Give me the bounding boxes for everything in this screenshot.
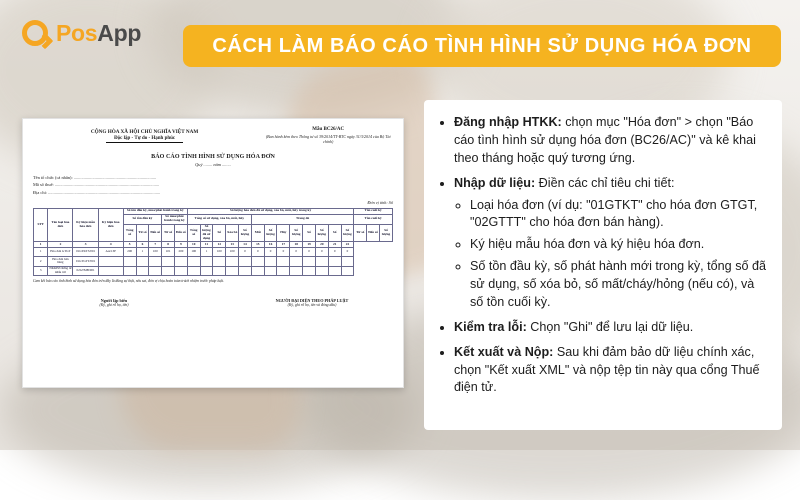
cell-v8 — [213, 266, 226, 275]
num-18: 18 — [290, 242, 303, 248]
cell-v15 — [303, 257, 316, 266]
th-of-which: Trong đó — [251, 214, 354, 224]
step-text: Sau khi đảm bảo dữ liệu chính xác, chọn "Kết xuất XML" và nộp tệp tin này qua cổng Thuế điện tử. — [454, 344, 760, 395]
document-fields — [33, 174, 393, 206]
th-total-2: Tổng số — [187, 224, 200, 242]
signature-preparer-sub: (Ký, ghi rõ họ, tên) — [99, 302, 129, 307]
num-3: 3 — [73, 242, 98, 248]
cell-v9: 100 — [226, 248, 239, 257]
cell-v6: 100 — [187, 248, 200, 257]
cell-v3 — [149, 266, 162, 275]
field-tax-code: Mã số thuế: ............................................................................................... — [33, 182, 160, 188]
cell-v5 — [174, 266, 187, 275]
cell-v10 — [239, 257, 252, 266]
cell-v7 — [200, 266, 213, 275]
num-4: 4 — [98, 242, 123, 248]
form-code-note: (Ban hành kèm theo Thông tư số 39/2014/TT-BTC ngày 31/3/2014 của Bộ Tài chính) — [265, 133, 391, 145]
cell-v3: 100 — [149, 248, 162, 257]
step-item — [454, 344, 766, 398]
cell-v12 — [264, 266, 277, 275]
th-closing-detail: Tồn cuối kỳ — [354, 214, 393, 224]
cell-v14: 0 — [290, 248, 303, 257]
cell-v10: 0 — [239, 248, 252, 257]
th-invoice-type: Tên loại hóa đơn — [48, 208, 73, 241]
brand-wordmark-pos: Pos — [56, 19, 98, 46]
cell-v11 — [251, 257, 264, 266]
document-subtitle: Quý ........ năm ........ — [195, 161, 231, 167]
cell-v15: 0 — [303, 248, 316, 257]
cell-v2 — [136, 266, 149, 275]
cell-v14 — [290, 266, 303, 275]
cell-mau: 02GTMB/001 — [73, 266, 98, 275]
th-total-1: Tổng số — [123, 224, 136, 242]
table-header — [34, 208, 393, 247]
num-17: 17 — [277, 242, 290, 248]
step-text: Điền các chỉ tiêu chi tiết: — [535, 175, 675, 190]
step-label: Nhập dữ liệu: — [454, 175, 536, 190]
cell-v1 — [123, 257, 136, 266]
cell-stt: 1 — [34, 248, 48, 257]
cell-stt: 2 — [34, 257, 48, 266]
step-subitem: ◦ Loại hóa đơn (ví dụ: "01GTKT" cho hóa đơn GTGT, "02GTTT" cho hóa đơn bán hàng). — [470, 197, 766, 233]
cell-v11: 0 — [251, 248, 264, 257]
cell-name: Hóa đơn bán hàng — [48, 257, 73, 266]
cell-v16: 0 — [315, 248, 328, 257]
cell-v18 — [341, 257, 354, 266]
cell-v11 — [251, 266, 264, 275]
table-row — [34, 257, 393, 266]
cell-v14 — [290, 257, 303, 266]
page-title: CÁCH LÀM BÁO CÁO TÌNH HÌNH SỬ DỤNG HÓA ĐƠN — [212, 34, 752, 57]
document-title: BÁO CÁO TÌNH HÌNH SỬ DỤNG HÓA ĐƠN — [151, 153, 275, 160]
field-unit: Đơn vị tính: Số — [367, 199, 393, 205]
cell-v3 — [149, 257, 162, 266]
th-from-1: Từ số — [136, 224, 149, 242]
cell-v8 — [213, 257, 226, 266]
cell-v15 — [303, 266, 316, 275]
step-label: Đăng nhập HTKK: — [454, 115, 562, 129]
cell-v13 — [277, 266, 290, 275]
document-commitment-note: Cam kết báo cáo tình hình sử dụng hóa đơn trên đây là đúng sự thật, nếu sai, đơn vị chịu hoàn toàn trách nhiệm trước pháp luật. — [33, 278, 224, 283]
th-form-symbol: Ký hiệu mẫu hóa đơn — [73, 208, 98, 241]
step-sublist — [454, 197, 766, 312]
num-9: 9 — [174, 242, 187, 248]
cell-v2: 1 — [136, 248, 149, 257]
th-to-3: Đến số — [367, 224, 380, 242]
signature-legal-rep-title: NGƯỜI ĐẠI DIỆN THEO PHÁP LUẬT — [275, 297, 349, 303]
th-extra-3: Số — [328, 224, 341, 242]
step-subitem: ◦ Số tồn đầu kỳ, số phát hành mới trong kỳ, tổng số đã sử dụng, số xóa bỏ, số mất/cháy/hỏng (nếu có), và số tồn cuối kỳ. — [470, 258, 766, 312]
invoice-usage-table — [33, 208, 393, 276]
signature-legal-rep-sub: (Ký, ghi rõ họ, tên và đóng dấu) — [287, 302, 337, 307]
step-label: Kết xuất và Nộp: — [454, 344, 554, 359]
table-row — [34, 248, 393, 257]
brand-wordmark — [56, 20, 141, 47]
step-item — [454, 319, 766, 337]
th-lost: Mất — [251, 224, 264, 242]
th-lost-qty: Số lượng — [264, 224, 277, 242]
cell-v5: 200 — [174, 248, 187, 257]
document-header-left — [33, 127, 256, 143]
th-to-1: Đến số — [149, 224, 162, 242]
th-purchased: Số mua/phát hành trong kỳ — [162, 214, 188, 224]
num-22: 22 — [341, 242, 354, 248]
th-to-2: Đến số — [174, 224, 187, 242]
step-text: Chọn "Ghi" để lưu lại dữ liệu. — [526, 319, 694, 334]
cell-v4 — [162, 266, 175, 275]
cell-v5 — [174, 257, 187, 266]
th-extra-2: Số lượng — [315, 224, 328, 242]
cell-v17 — [328, 257, 341, 266]
document-title-block — [33, 154, 393, 167]
document-header-right — [263, 127, 393, 145]
national-motto: Độc lập - Tự do - Hạnh phúc — [106, 136, 183, 143]
num-1: 1 — [34, 242, 48, 248]
cell-v4 — [162, 257, 175, 266]
document-signature-block — [33, 298, 393, 307]
th-destroy: Hủy — [277, 224, 290, 242]
num-5: 5 — [123, 242, 136, 248]
cell-v9 — [226, 257, 239, 266]
num-11: 11 — [200, 242, 213, 248]
num-19: 19 — [303, 242, 316, 248]
num-15: 15 — [251, 242, 264, 248]
cell-v7 — [200, 257, 213, 266]
th-invoice-symbol: Ký hiệu hóa đơn — [98, 208, 123, 241]
th-cancel-qty: Số lượng — [239, 224, 252, 242]
th-extra-4: Số lượng — [341, 224, 354, 242]
title-banner — [183, 25, 781, 67]
table-row — [34, 266, 393, 275]
signature-legal-rep — [231, 298, 393, 307]
cell-v13: 0 — [277, 248, 290, 257]
cell-kyhieu: AA/13P — [98, 248, 123, 257]
cell-v12 — [264, 257, 277, 266]
cell-name: Hóa đơn GTGT — [48, 248, 73, 257]
cell-v7: 1 — [200, 248, 213, 257]
th-stt: STT — [34, 208, 48, 241]
cell-v12: 0 — [264, 248, 277, 257]
cell-kyhieu — [98, 257, 123, 266]
num-8: 8 — [162, 242, 175, 248]
cell-kyhieu — [98, 266, 123, 275]
instructions-panel — [424, 100, 782, 430]
form-code: Mẫu BC26/AC — [312, 127, 345, 132]
num-12: 12 — [213, 242, 226, 248]
step-item — [454, 114, 766, 168]
cell-mau: 01GTKT3/001 — [73, 248, 98, 257]
th-from-3: Từ số — [354, 224, 367, 242]
document-header — [33, 127, 393, 145]
cell-v17: 0 — [328, 248, 341, 257]
th-used-qty: Số lượng đã sử dụng — [200, 224, 213, 242]
cell-v2 — [136, 257, 149, 266]
th-qty-3: Số lượng — [379, 224, 392, 242]
num-13: 13 — [226, 242, 239, 248]
cell-v9 — [226, 266, 239, 275]
th-used-cancelled: Số lượng hóa đơn đã sử dụng, xóa bỏ, mất, hủy trong kỳ — [187, 208, 354, 214]
th-opening-and-purchased: Số tồn đầu kỳ, mua/phát hành trong kỳ — [123, 208, 187, 214]
cell-name: NKKH/Chứng từ khấu trừ — [49, 266, 72, 274]
num-2: 2 — [48, 242, 73, 248]
num-7: 7 — [149, 242, 162, 248]
national-title: CỘNG HÒA XÃ HỘI CHỦ NGHĨA VIỆT NAM — [90, 129, 199, 135]
th-total-used: Tổng số sử dụng, xóa bỏ, mất, hủy — [187, 214, 251, 224]
cell-v1: 200 — [123, 248, 136, 257]
brand-logo — [22, 18, 141, 48]
steps-list — [438, 114, 766, 397]
th-extra-1: Số — [303, 224, 316, 242]
signature-preparer — [33, 298, 195, 307]
cell-mau: 01GTGTT/001 — [73, 257, 98, 266]
cell-v16 — [315, 266, 328, 275]
brand-wordmark-app: App — [97, 19, 142, 46]
posapp-logo-icon — [22, 18, 52, 48]
cell-v8: 100 — [213, 248, 226, 257]
cell-v17 — [328, 266, 341, 275]
step-item — [454, 175, 766, 312]
th-destroy-qty: Số lượng — [290, 224, 303, 242]
cell-v6 — [187, 257, 200, 266]
th-used-no: Số — [213, 224, 226, 242]
step-label: Kiểm tra lỗi: — [454, 319, 527, 334]
field-organization: Tên tổ chức (cá nhân): ........................................................................... — [33, 174, 157, 180]
num-21: 21 — [328, 242, 341, 248]
num-14: 14 — [239, 242, 252, 248]
cell-v4: 101 — [162, 248, 175, 257]
th-closing: Tồn cuối kỳ — [354, 208, 393, 214]
num-10: 10 — [187, 242, 200, 248]
cell-v6 — [187, 266, 200, 275]
th-from-2: Từ số — [162, 224, 175, 242]
cell-v13 — [277, 257, 290, 266]
num-6: 6 — [136, 242, 149, 248]
step-text: chọn mục "Hóa đơn" > chọn "Báo cáo tình hình sử dụng hóa đơn (BC26/AC)" và kê khai theo tháng hoặc quý tương ứng. — [454, 115, 756, 165]
cell-v16 — [315, 257, 328, 266]
cell-v18: 0 — [341, 248, 354, 257]
th-cancel: Xóa bỏ — [226, 224, 239, 242]
signature-preparer-title: Người lập biểu — [100, 297, 128, 303]
table-body — [34, 248, 393, 276]
th-opening: Số tồn đầu kỳ — [123, 214, 161, 224]
cell-v18 — [341, 266, 354, 275]
num-20: 20 — [315, 242, 328, 248]
cell-stt: 3 — [34, 266, 48, 275]
cell-v10 — [239, 266, 252, 275]
step-subitem: ◦ Ký hiệu mẫu hóa đơn và ký hiệu hóa đơn. — [470, 236, 766, 254]
cell-v1 — [123, 266, 136, 275]
report-form-document — [22, 118, 404, 388]
num-16: 16 — [264, 242, 277, 248]
field-address: Địa chỉ: ...................................................................................................... — [33, 189, 161, 195]
